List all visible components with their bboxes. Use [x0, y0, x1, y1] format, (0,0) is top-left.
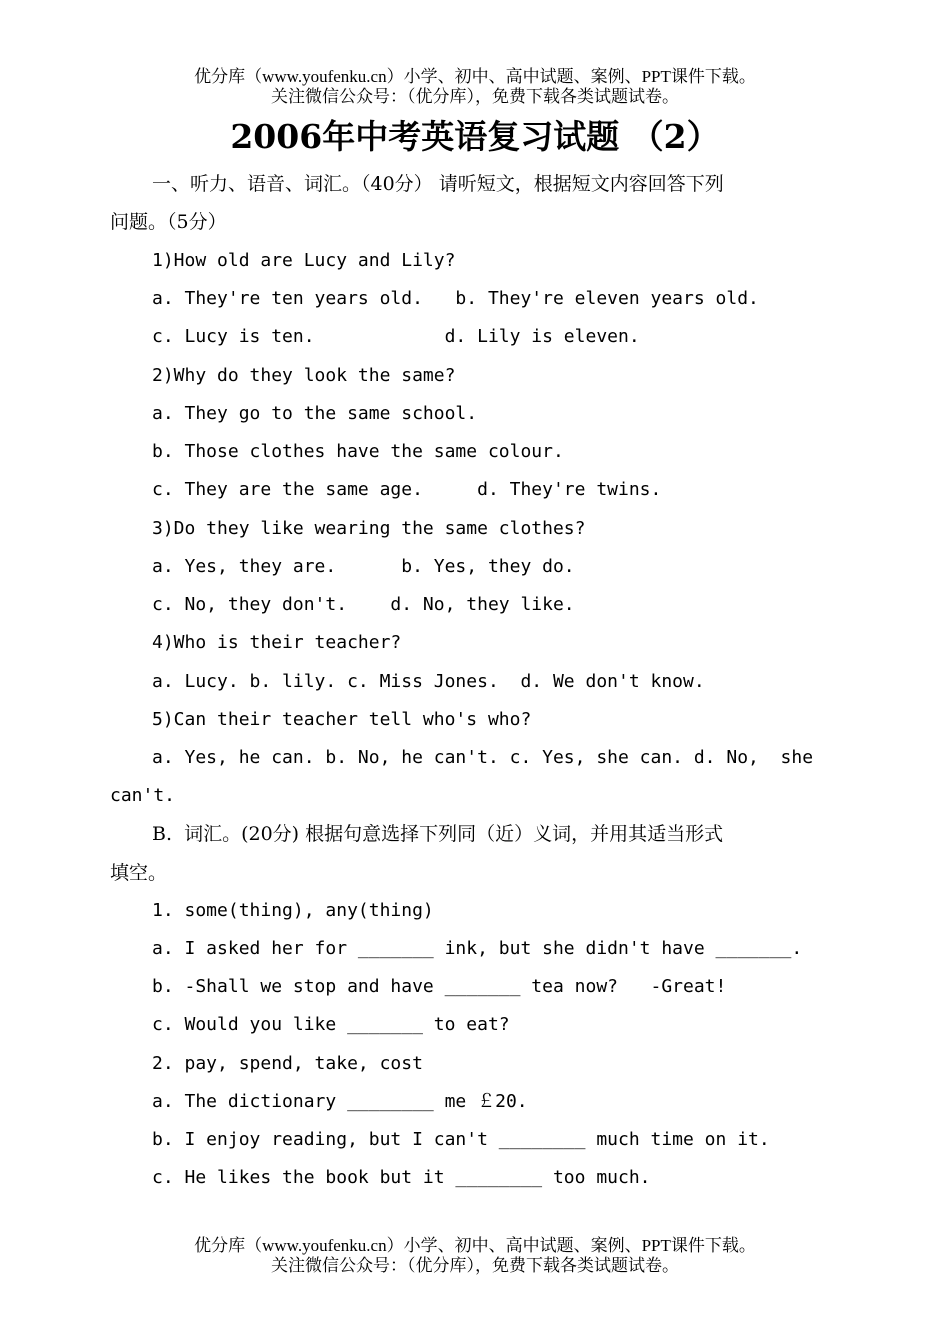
- question-5-options-wrap: can't.: [110, 785, 176, 806]
- question-4-options: a. Lucy. b. lily. c. Miss Jones. d. We don't know.: [152, 671, 705, 692]
- question-4: 4)Who is their teacher?: [152, 632, 402, 653]
- section2-intro-line2: 填空。: [110, 862, 168, 884]
- vocab-group-1-item-b: b. -Shall we stop and have _______ tea now? -Great!: [152, 976, 727, 997]
- header-line-1: 优分库（www.youfenku.cn）小学、初中、高中试题、案例、PPT课件下载。: [194, 67, 756, 86]
- vocab-group-2-item-a: a. The dictionary ________ me ￡20.: [152, 1091, 528, 1112]
- question-2-options-cd: c. They are the same age. d. They're twins.: [152, 479, 662, 500]
- question-1: 1)How old are Lucy and Lily?: [152, 250, 456, 271]
- question-3-options-ab: a. Yes, they are. b. Yes, they do.: [152, 556, 575, 577]
- question-5: 5)Can their teacher tell who's who?: [152, 709, 532, 730]
- page-title: 2006年中考英语复习试题 （2）: [230, 117, 720, 156]
- vocab-group-2-item-b: b. I enjoy reading, but I can't ________ much time on it.: [152, 1129, 770, 1150]
- vocab-group-1-item-c: c. Would you like _______ to eat?: [152, 1014, 510, 1035]
- footer-line-1: 优分库（www.youfenku.cn）小学、初中、高中试题、案例、PPT课件下载。: [194, 1236, 756, 1255]
- page-header: [0, 67, 950, 107]
- vocab-group-1-words: 1. some(thing), any(thing): [152, 900, 434, 921]
- footer-line-2: 关注微信公众号：（优分库），免费下载各类试题试卷。: [271, 1256, 679, 1275]
- vocab-group-2-item-c: c. He likes the book but it ________ too much.: [152, 1167, 651, 1188]
- section2-intro-line1: B. 词汇。(20分) 根据句意选择下列同（近）义词，并用其适当形式: [152, 823, 724, 845]
- vocab-group-1-item-a: a. I asked her for _______ ink, but she didn't have _______.: [152, 938, 803, 959]
- section1-intro-line1: 一、听力、语音、词汇。（40分） 请听短文，根据短文内容回答下列: [152, 173, 724, 195]
- question-3-options-cd: c. No, they don't. d. No, they like.: [152, 594, 575, 615]
- page-footer: [0, 1236, 950, 1276]
- question-3: 3)Do they like wearing the same clothes?: [152, 518, 586, 539]
- header-line-2: 关注微信公众号：（优分库），免费下载各类试题试卷。: [271, 87, 679, 106]
- question-2: 2)Why do they look the same?: [152, 365, 456, 386]
- question-2-option-b: b. Those clothes have the same colour.: [152, 441, 564, 462]
- question-2-option-a: a. They go to the same school.: [152, 403, 478, 424]
- question-5-options: a. Yes, he can. b. No, he can't. c. Yes, she can. d. No, she: [152, 747, 814, 768]
- section1-intro-line2: 问题。（5分）: [110, 211, 227, 233]
- vocab-group-2-words: 2. pay, spend, take, cost: [152, 1053, 423, 1074]
- question-1-options-cd: c. Lucy is ten. d. Lily is eleven.: [152, 326, 640, 347]
- question-1-options-ab: a. They're ten years old. b. They're eleven years old.: [152, 288, 759, 309]
